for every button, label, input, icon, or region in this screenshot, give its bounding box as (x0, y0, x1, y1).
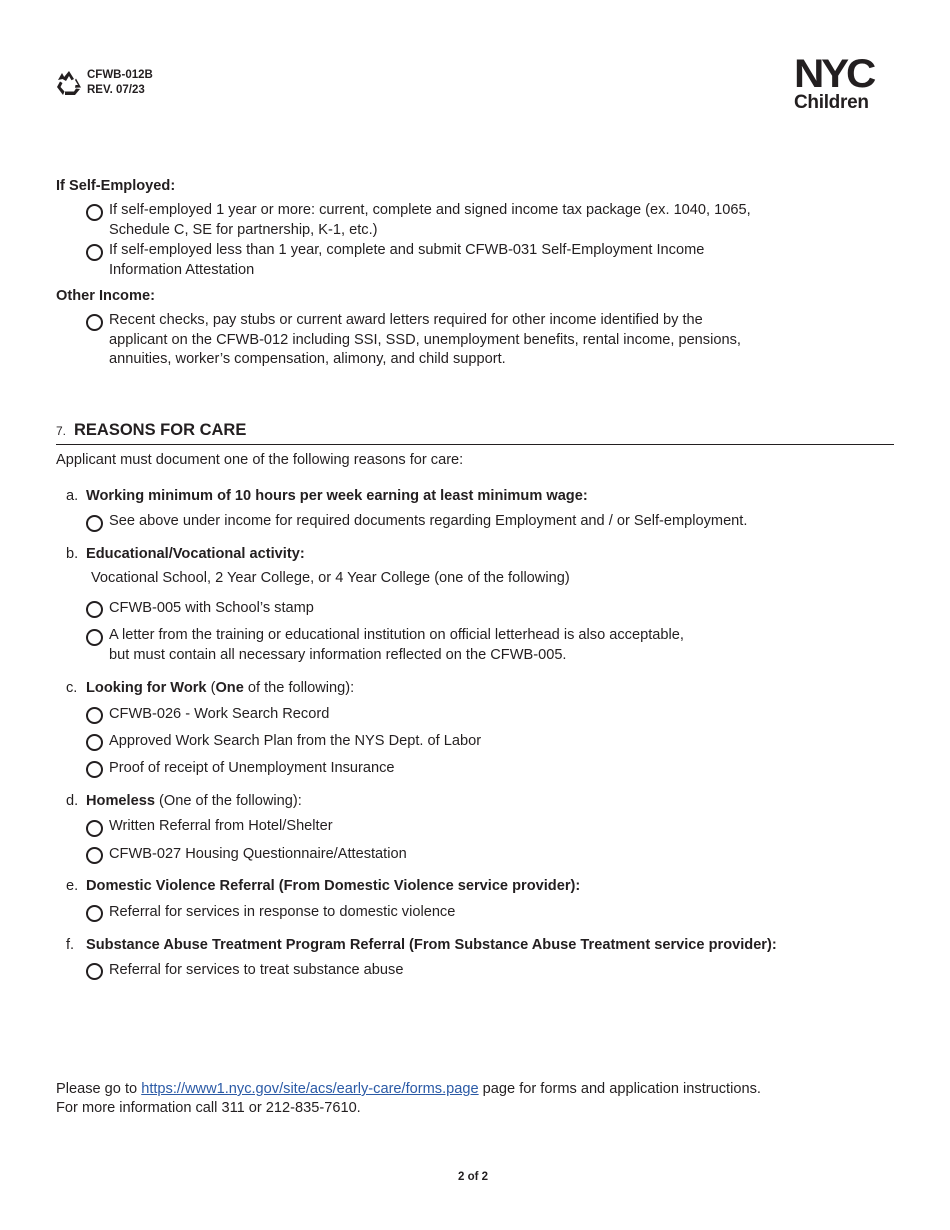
item-b-option1: CFWB-005 with School’s stamp (109, 600, 314, 616)
radio-d-referral[interactable] (86, 820, 103, 837)
item-c-option1: CFWB-026 - Work Search Record (109, 706, 330, 722)
item-e-option: Referral for services in response to domestic violence (109, 904, 456, 920)
footer-pre-link: Please go to (56, 1081, 142, 1097)
recycle-icon (56, 70, 82, 96)
footer-post-link: page for forms and application instructions. (478, 1081, 761, 1097)
item-f-letter: f. (66, 937, 75, 953)
radio-b-cfwb-005[interactable] (86, 601, 103, 618)
other-income-heading: Other Income: (56, 288, 155, 304)
item-c-label-row (86, 679, 354, 699)
item-c-option2: Approved Work Search Plan from the NYS Dept. of Labor (109, 733, 482, 749)
item-e-label: Domestic Violence Referral (From Domestic Violence service provider): (86, 878, 581, 894)
item-d-option1: Written Referral from Hotel/Shelter (109, 818, 333, 834)
item-c-letter: c. (66, 680, 78, 696)
item-c-label: Looking for Work (86, 680, 207, 696)
radio-e-domestic-violence[interactable] (86, 905, 103, 922)
item-d-rest: (One of the following): (154, 793, 302, 809)
radio-self-employed-less-1yr[interactable] (86, 244, 103, 261)
other-income-line3: annuities, worker’s compensation, alimony, and child support. (109, 351, 506, 367)
radio-other-income[interactable] (86, 314, 103, 331)
form-revision: REV. 07/23 (87, 84, 145, 96)
logo-nyc-text: NYC (794, 52, 874, 96)
form-code: CFWB-012B (87, 69, 153, 81)
item-d-label: Homeless (86, 793, 155, 809)
self-employed-less-line2: Information Attestation (109, 262, 255, 278)
item-e-letter: e. (66, 878, 79, 894)
radio-f-substance-abuse[interactable] (86, 963, 103, 980)
radio-b-letter[interactable] (86, 629, 103, 646)
item-c-option3: Proof of receipt of Unemployment Insurance (109, 760, 395, 776)
footer-line2: For more information call 311 or 212-835-7610. (56, 1100, 361, 1116)
logo-children-text: Children (794, 92, 869, 113)
item-a-label: Working minimum of 10 hours per week earning at least minimum wage: (86, 488, 588, 504)
section-divider (56, 444, 894, 445)
other-income-line1: Recent checks, pay stubs or current award letters required for other income identified by the (109, 312, 703, 328)
section-title: REASONS FOR CARE (74, 421, 247, 439)
forms-page-link[interactable]: https://www1.nyc.gov/site/acs/early-care/forms.page (141, 1081, 479, 1097)
page-number: 2 of 2 (458, 1171, 489, 1183)
radio-d-housing[interactable] (86, 847, 103, 864)
item-b-option2-line1: A letter from the training or educational institution on official letterhead is also acceptable, (109, 627, 684, 643)
item-b-option2-line2: but must contain all necessary information reflected on the CFWB-005. (109, 647, 567, 663)
self-employed-heading: If Self-Employed: (56, 178, 176, 194)
self-employed-less-line1: If self-employed less than 1 year, complete and submit CFWB-031 Self-Employment Income (109, 242, 705, 258)
section-number: 7. (56, 424, 67, 438)
item-a-option: See above under income for required documents regarding Employment and / or Self-employment. (109, 513, 748, 529)
radio-a-employment[interactable] (86, 515, 103, 532)
item-d-label-row (86, 792, 302, 812)
radio-self-employed-1yr[interactable] (86, 204, 103, 221)
item-c-paren-open: ( (206, 680, 216, 696)
other-income-line2: applicant on the CFWB-012 including SSI, SSD, unemployment benefits, rental income, pensions, (109, 332, 741, 348)
item-d-letter: d. (66, 793, 79, 809)
nyc-children-logo (794, 52, 894, 113)
radio-c-unemployment[interactable] (86, 761, 103, 778)
section-intro: Applicant must document one of the following reasons for care: (56, 452, 464, 468)
item-a-letter: a. (66, 488, 79, 504)
self-employed-1yr-line2: Schedule C, SE for partnership, K-1, etc.) (109, 222, 378, 238)
item-c-paren-rest: of the following): (243, 680, 355, 696)
item-d-option2: CFWB-027 Housing Questionnaire/Attestation (109, 846, 407, 862)
item-b-label: Educational/Vocational activity: (86, 546, 305, 562)
footer-line1 (56, 1080, 761, 1100)
radio-c-work-search-plan[interactable] (86, 734, 103, 751)
item-c-paren-bold: One (215, 680, 244, 696)
item-f-label: Substance Abuse Treatment Program Referral (From Substance Abuse Treatment service provider): (86, 937, 777, 953)
radio-c-work-search-record[interactable] (86, 707, 103, 724)
item-b-note: Vocational School, 2 Year College, or 4 Year College (one of the following) (91, 570, 570, 586)
item-b-letter: b. (66, 546, 79, 562)
self-employed-1yr-line1: If self-employed 1 year or more: current, complete and signed income tax package (ex. 1040, 1065, (109, 202, 751, 218)
item-f-option: Referral for services to treat substance abuse (109, 962, 404, 978)
